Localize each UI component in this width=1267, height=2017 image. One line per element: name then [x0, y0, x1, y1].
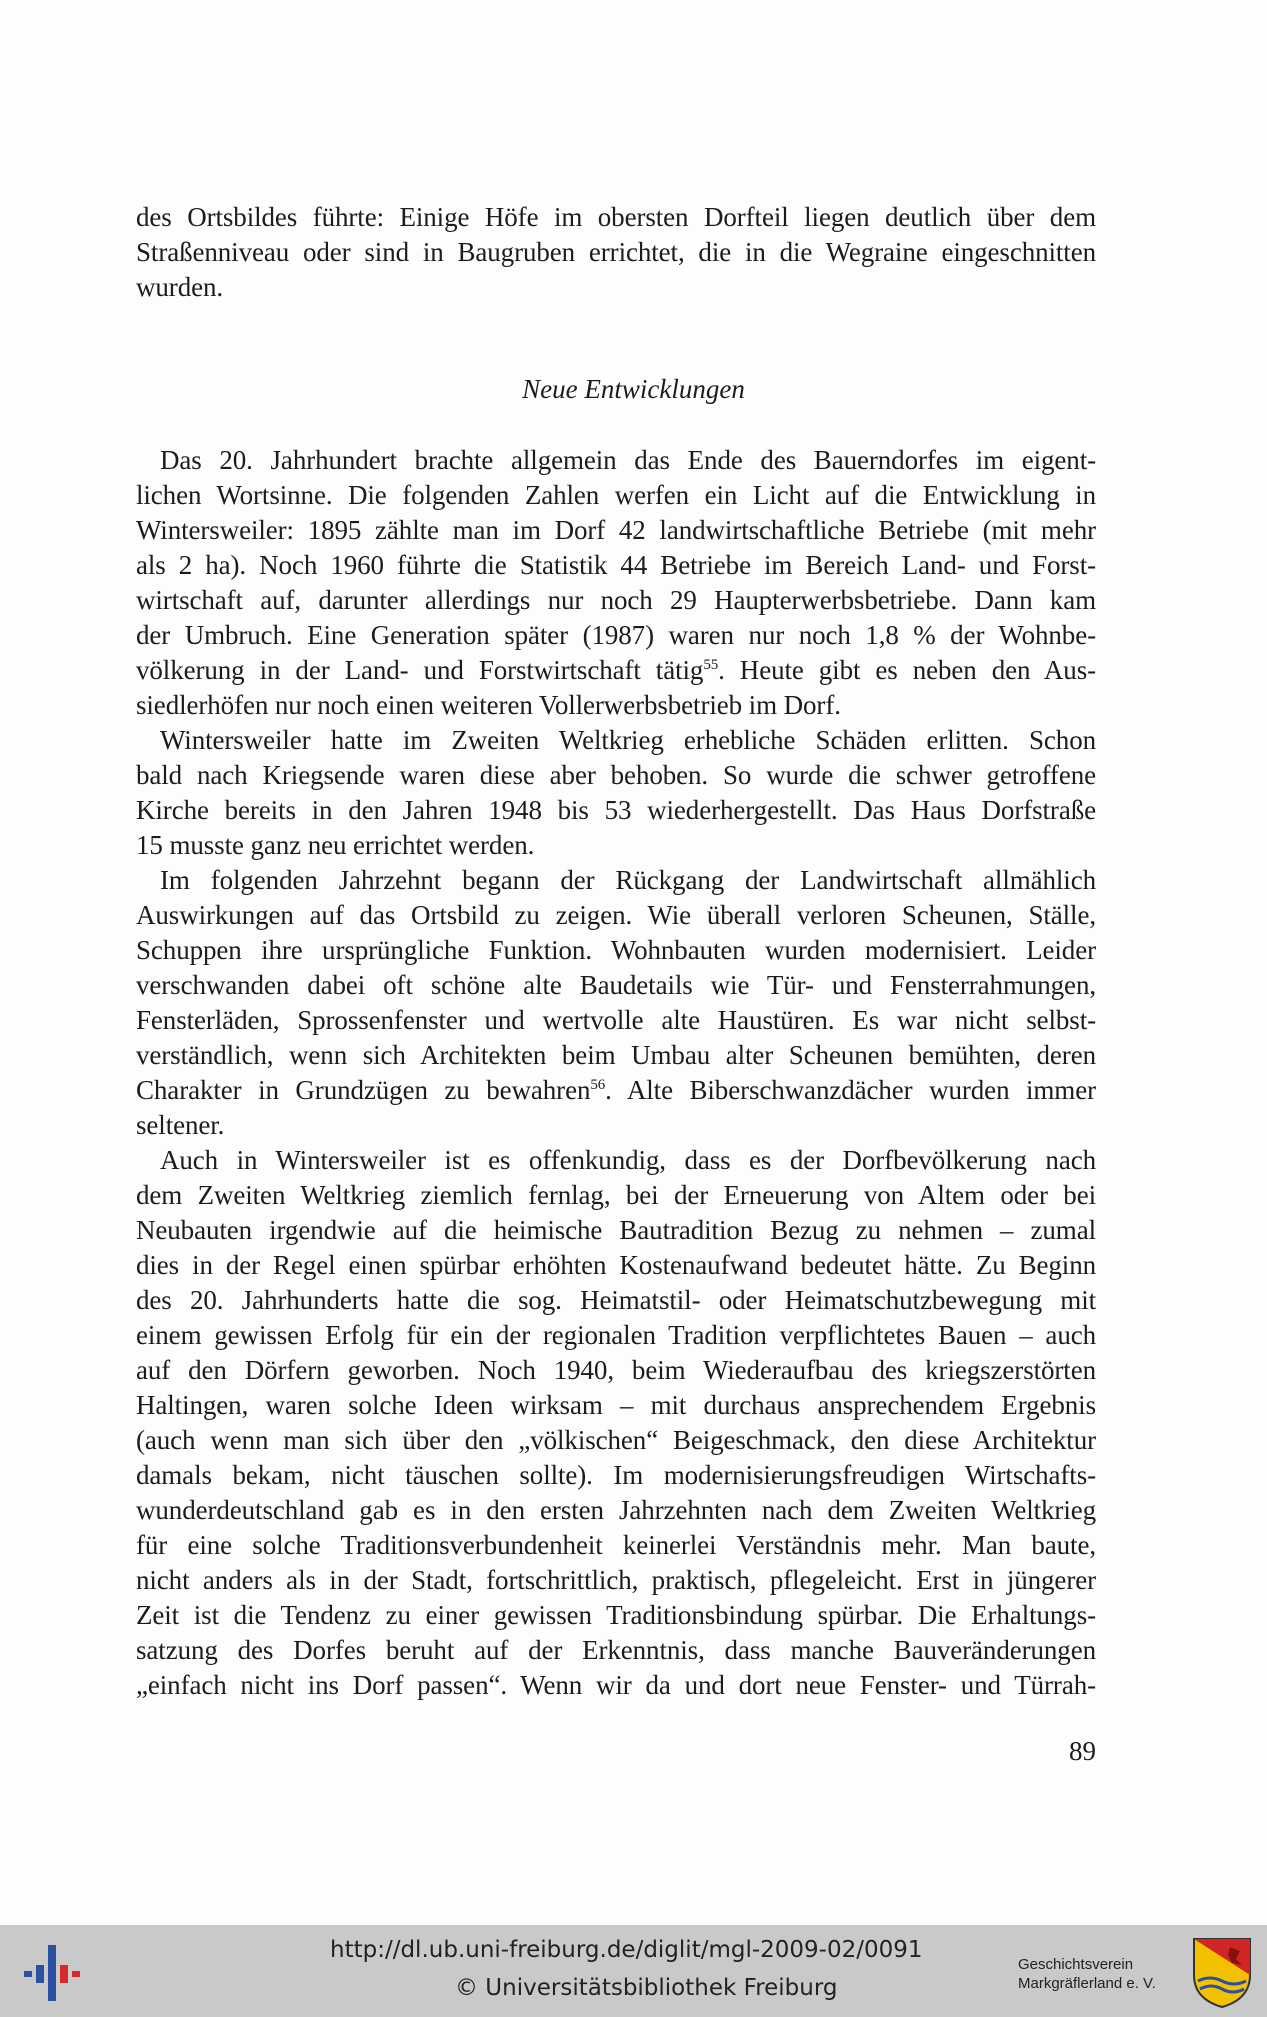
page-number: 89 [1069, 1736, 1096, 1766]
text-line: dies in der Regel einen spürbar erhöhten Kostenaufwand bedeutet hätte. Zu Beginn [136, 1250, 1096, 1280]
text-line: Wintersweiler: 1895 zählte man im Dorf 42 landwirtschaftliche Betriebe (mit mehr [136, 515, 1096, 545]
text-line: als 2 ha). Noch 1960 führte die Statistik 44 Betriebe im Bereich Land- und Forst- [136, 550, 1096, 580]
text-line: des Ortsbildes führte: Einige Höfe im obersten Dorfteil liegen deutlich über dem [136, 202, 1096, 232]
section-heading: Neue Entwicklungen [522, 374, 745, 404]
text-line: lichen Wortsinne. Die folgenden Zahlen werfen ein Licht auf die Entwicklung in [136, 480, 1096, 510]
body-text [136, 443, 1096, 1703]
text-line: der Umbruch. Eine Generation später (1987) waren nur noch 1,8 % der Wohnbe- [136, 620, 1096, 650]
text-span: völkerung in der Land- und Forstwirtschaft tätig [136, 655, 704, 685]
text-line: bald nach Kriegsende waren diese aber behoben. So wurde die schwer getroffene [136, 760, 1096, 790]
text-line: damals bekam, nicht täuschen sollte). Im modernisierungsfreudigen Wirtschafts- [136, 1460, 1096, 1490]
text-line: Auswirkungen auf das Ortsbild zu zeigen. Wie überall verloren Scheunen, Ställe, [136, 900, 1096, 930]
text-line [136, 1073, 1096, 1108]
text-line: Kirche bereits in den Jahren 1948 bis 53 wiederhergestellt. Das Haus Dorfstraße [136, 795, 1096, 825]
text-line: Neubauten irgendwie auf die heimische Bautradition Bezug zu nehmen – zumal [136, 1215, 1096, 1245]
text-line: wirtschaft auf, darunter allerdings nur noch 29 Haupterwerbsbetriebe. Dann kam [136, 585, 1096, 615]
footnote-marker[interactable]: 56 [590, 1077, 606, 1093]
society-name-line: Markgräflerland e. V. [1018, 1975, 1156, 1992]
footer-bar [0, 1925, 1267, 2017]
text-line: siedlerhöfen nur noch einen weiteren Vollerwerbsbetrieb im Dorf. [136, 690, 841, 720]
text-line: Im folgenden Jahrzehnt begann der Rückgang der Landwirtschaft allmählich [160, 865, 1096, 895]
text-span: . Heute gibt es neben den Aus- [718, 655, 1097, 685]
text-line: wunderdeutschland gab es in den ersten Jahrzehnten nach dem Zweiten Weltkrieg [136, 1495, 1096, 1525]
permalink-url[interactable]: http://dl.ub.uni-freiburg.de/diglit/mgl-2009-02/0091 [330, 1937, 923, 1963]
text-line: Haltingen, waren solche Ideen wirksam – mit durchaus ansprechendem Ergebnis [136, 1390, 1096, 1420]
text-line: Auch in Wintersweiler ist es offenkundig, dass es der Dorfbevölkerung nach [160, 1145, 1096, 1175]
library-logo-icon [24, 1943, 84, 2003]
text-line: 15 musste ganz neu errichtet werden. [136, 830, 535, 860]
text-line: Wintersweiler hatte im Zweiten Weltkrieg erhebliche Schäden erlitten. Schon [160, 725, 1096, 755]
text-line: verschwanden dabei oft schöne alte Baudetails wie Tür- und Fensterrahmungen, [136, 970, 1096, 1000]
text-span: . Alte Biberschwanzdächer wurden immer [605, 1075, 1096, 1105]
text-line: Das 20. Jahrhundert brachte allgemein das Ende des Bauerndorfes im eigent- [160, 445, 1096, 475]
text-line: auf den Dörfern geworben. Noch 1940, beim Wiederaufbau des kriegszerstörten [136, 1355, 1096, 1385]
society-name [1018, 1955, 1188, 1993]
intro-paragraph [136, 200, 1096, 305]
text-line: nicht anders als in der Stadt, fortschrittlich, praktisch, pflegeleicht. Erst in jüngerer [136, 1565, 1096, 1595]
text-span: Charakter in Grundzügen zu bewahren [136, 1075, 591, 1105]
copyright-notice: © Universitätsbibliothek Freiburg [455, 1975, 838, 2001]
text-line: Schuppen ihre ursprüngliche Funktion. Wohnbauten wurden modernisiert. Leider [136, 935, 1096, 965]
text-line [136, 653, 1096, 688]
text-line: dem Zweiten Weltkrieg ziemlich fernlag, bei der Erneuerung von Altem oder bei [136, 1180, 1096, 1210]
footnote-marker[interactable]: 55 [703, 657, 719, 673]
coat-of-arms-icon [1192, 1937, 1252, 2009]
text-line: satzung des Dorfes beruht auf der Erkenntnis, dass manche Bauveränderungen [136, 1635, 1096, 1665]
text-line: des 20. Jahrhunderts hatte die sog. Heimatstil- oder Heimatschutzbewegung mit [136, 1285, 1096, 1315]
text-line: seltener. [136, 1110, 225, 1140]
text-line: Fensterläden, Sprossenfenster und wertvolle alte Haustüren. Es war nicht selbst- [136, 1005, 1096, 1035]
text-line: für eine solche Traditionsverbundenheit keinerlei Verständnis mehr. Man baute, [136, 1530, 1096, 1560]
text-line: Straßenniveau oder sind in Baugruben errichtet, die in die Wegraine eingeschnitten [136, 237, 1096, 267]
society-name-line: Geschichtsverein [1018, 1956, 1134, 1973]
text-line: einem gewissen Erfolg für ein der regionalen Tradition verpflichtetes Bauen – auch [136, 1320, 1096, 1350]
text-line: „einfach nicht ins Dorf passen“. Wenn wir da und dort neue Fenster- und Türrah- [136, 1670, 1096, 1700]
text-line: (auch wenn man sich über den „völkischen“ Beigeschmack, den diese Architektur [136, 1425, 1096, 1455]
text-line: wurden. [136, 272, 224, 302]
text-line: verständlich, wenn sich Architekten beim Umbau alter Scheunen bemühten, deren [136, 1040, 1096, 1070]
text-line: Zeit ist die Tendenz zu einer gewissen Traditionsbindung spürbar. Die Erhaltungs- [136, 1600, 1096, 1630]
